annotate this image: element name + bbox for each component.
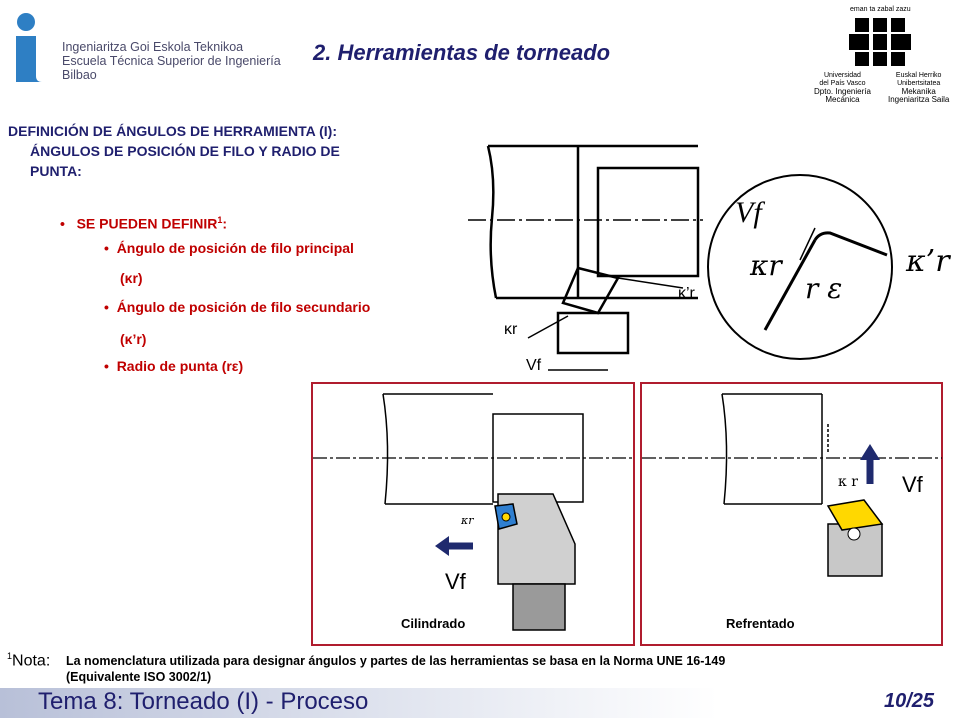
list-item-symbol: (κ’r) — [120, 331, 147, 347]
section-heading — [8, 121, 458, 181]
tool-shank — [513, 584, 565, 630]
school-name — [62, 40, 281, 82]
kr-leader — [528, 316, 568, 338]
footnote-ref: 1 — [7, 651, 13, 661]
heading-line: ÁNGULOS DE POSICIÓN DE FILO Y RADIO DE — [30, 143, 340, 159]
tool-angle-drawing — [468, 138, 708, 378]
university-tagline: eman ta zabal zazu — [850, 6, 911, 13]
university-name-eu — [888, 72, 949, 104]
kr-label: κr — [461, 514, 474, 527]
footer-title: Tema 8: Torneado (I) - Proceso — [38, 688, 369, 715]
school-logo — [6, 8, 286, 86]
vf-label: Vf — [735, 196, 762, 229]
university-name-line: Unibertsitatea — [897, 80, 941, 87]
university-name-line: Universidad — [823, 72, 861, 79]
facing-panel — [640, 382, 943, 646]
footnote-line: (Equivalente ISO 3002/1) — [66, 670, 212, 684]
turning-panel — [311, 382, 635, 646]
list-item-text: Ángulo de posición de filo principal — [116, 240, 354, 256]
list-item-text: Radio de punta (rε) — [116, 358, 244, 374]
panel-caption: Refrentado — [726, 616, 795, 631]
list-item-symbol: (κr) — [120, 270, 143, 286]
school-name-line: Escuela Técnica Superior de Ingeniería — [62, 54, 281, 68]
heading-line: DEFINICIÓN DE ÁNGULOS DE HERRAMIENTA (I): — [8, 123, 337, 139]
workpiece-break-line — [722, 394, 727, 504]
tool-shank — [558, 313, 628, 353]
list-item-text: Ángulo de posición de filo secundario — [116, 299, 371, 315]
bullet-dot-icon: • — [104, 240, 117, 256]
kr-prime-hand-label: κ’r — [678, 285, 695, 302]
vf-label: Vf — [902, 472, 923, 497]
kr-label: κr — [750, 249, 782, 282]
kr-prime-leader — [618, 278, 683, 288]
school-name-line: Ingeniaritza Goi Eskola Teknikoa — [62, 40, 244, 54]
footnote-label-text: Nota: — [12, 652, 51, 670]
department-name-line: Mekanika — [901, 87, 936, 96]
department-name-line: Dpto. Ingeniería — [814, 87, 871, 96]
workpiece-shoulder — [598, 168, 698, 276]
footnote-text — [66, 653, 725, 685]
vf-label: Vf — [445, 569, 466, 594]
school-name-line: Bilbao — [62, 68, 97, 82]
vf-hand-label: Vf — [526, 357, 542, 374]
school-logo-i-icon — [12, 12, 54, 82]
kr-label: κ r — [838, 474, 858, 490]
main-bullet: • SE PUEDEN DEFINIR$^1$: — [60, 215, 228, 232]
main-bullet-text: SE PUEDEN DEFINIR — [76, 215, 218, 232]
tool-insert — [563, 268, 618, 313]
heading-line: PUNTA: — [30, 163, 82, 179]
page-number: 10/25 — [884, 690, 935, 712]
workpiece-break-line — [383, 394, 388, 504]
footnote-ref: 1 — [217, 215, 223, 225]
facing-drawing — [642, 384, 942, 644]
university-logo — [800, 4, 950, 104]
list-item — [104, 299, 370, 315]
university-emblem-icon — [845, 16, 915, 70]
kr-prime-label: κ’r — [906, 244, 950, 279]
department-name-line: Mecánica — [825, 95, 860, 104]
list-item — [104, 358, 243, 374]
university-name-line: del País Vasco — [819, 80, 866, 87]
footnote-line: La nomenclatura utilizada para designar ángulos y partes de las herramientas se basa en la Norma UNE 16-149 — [66, 654, 726, 668]
university-name-line: Euskal Herriko — [895, 72, 942, 79]
cylindrical-turning-drawing — [313, 384, 633, 644]
department-name-line: Ingeniaritza Saila — [888, 95, 950, 104]
nose-radius-zoom — [705, 170, 895, 365]
footnote-label — [7, 651, 50, 670]
list-item — [104, 240, 354, 256]
nose-radius-label: r ε — [805, 272, 843, 305]
slide-title: 2. Herramientas de torneado — [313, 40, 611, 65]
university-name-es — [814, 72, 871, 104]
workpiece-break-line — [488, 146, 496, 298]
bullet-dot-icon: • — [104, 358, 117, 374]
panel-caption: Cilindrado — [401, 616, 466, 631]
kr-hand-label: κr — [504, 321, 518, 338]
bullet-dot-icon: • — [60, 215, 77, 232]
bullet-dot-icon: • — [104, 299, 117, 315]
